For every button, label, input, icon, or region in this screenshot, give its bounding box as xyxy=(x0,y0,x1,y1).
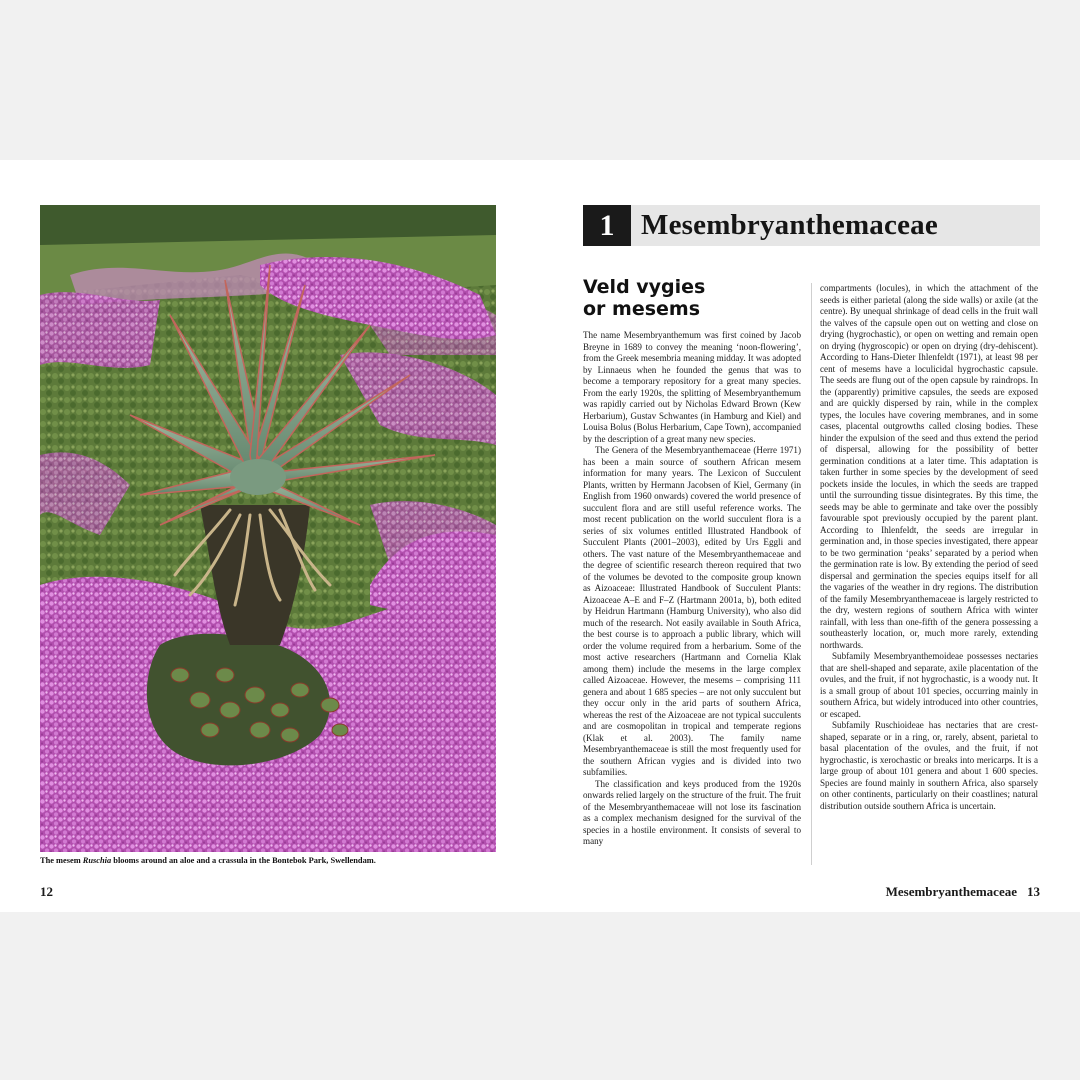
right-page-number: 13 xyxy=(1027,884,1040,899)
section-heading xyxy=(583,276,803,320)
section-heading-line2: or mesems xyxy=(583,298,701,320)
chapter-title: Mesembryanthemaceae xyxy=(641,209,938,241)
photo-illustration xyxy=(40,205,496,852)
chapter-header xyxy=(583,205,1040,246)
photo-caption: The mesem Ruschia blooms around an aloe and a crassula in the Bontebok Park, Swellendam. xyxy=(40,856,376,865)
paragraph: compartments (locules), in which the attachment of the seeds is either parietal (along the side walls) or axile (at the centre). By unequal shrinkage of dead cells in the fruit wall the valves of the capsule open out on wetting and close on drying (hygrochastic), or open on wetting and remain open on drying (hygroscopic) or open on drying (dry-dehiscent). According to Hans-Dieter Ihlenfeldt (1971), at least 98 per cent of mesems have a loculicidal hygrochastic capsule. The seeds are flung out of the open capsule by raindrops. In the (apparently) primitive capsules, the seeds are exposed and are quickly dispersed by rain, while in the complex types, the locules have covering membranes, and in some cases, placental outgrowths called closing bodies. These hinder the expulsion of the seed and thus extend the period of dispersal, allowing for the possibility of better germination conditions at a later time. This adaptation is taken further in some species by the development of seed pockets inside the locules, in which the seeds are trapped until the surrounding tissue disintegrates. By this time, the seeds may be able to germinate and take over the possibly favourable spot previously occupied by the parent plant. According to Ihlenfeldt, the seeds are irregular in germination and, in those species investigated, there appear to be two germination ‘peaks’ separated by a period when the germination rate is low. By extending the period of seed dispersal and germination the species equips itself for all the vagaries of the weather in dry regions. The distribution of the family Mesembryanthemaceae is largely restricted to the dry, western regions of southern Africa with winter rainfall, with less than one-fifth of the genera possessing a southeasterly location, or, much more rarely, extending northwards. xyxy=(820,283,1038,650)
text-column-right xyxy=(820,283,1038,812)
running-head: Mesembryanthemaceae xyxy=(885,884,1017,899)
paragraph: The name Mesembryanthemum was first coined by Jacob Breyne in 1689 to convey the meaning ‘noon-flowering’, from the Greek mesembria meaning midday. It was adopted by Linnaeus when he founded the genus that was to become a temporary repository for a great many species. From the early 1920s, the splitting of Mesembryanthemum was rapidly carried out by Nicholas Edward Brown (Kew Herbarium), Gustav Schwantes (in Hamburg and Kiel) and Louisa Bolus (Bolus Herbarium, Cape Town), accompanied by the description of a great many new species. xyxy=(583,330,801,444)
paragraph: Subfamily Ruschioideae has nectaries that are crest-shaped, separate or in a ring, or, rarely, absent, parietal to basal placentation of the ovules, and the fruit, if not hygrochastic, is xerochastic or breaks into mericarps. It is a large group of about 101 genera and about 1 600 species. Species are found mainly in southern Africa, also sparsely on other continents, particularly on their coastlines; natural distribution outside southern Africa is uncertain. xyxy=(820,720,1038,811)
left-page-number: 12 xyxy=(40,884,53,899)
right-page-footer xyxy=(886,884,1040,900)
paragraph: The Genera of the Mesembryanthemaceae (Herre 1971) has been a main source of southern African mesem information for many years. The Lexicon of Succulent Plants, written by Hermann Jacobsen of Kiel, Germany (in English from 1960 onwards) covered the world presence of succulent flora and are still useful reference works. The most recent publication on the world succulent flora is a series of six volumes entitled Illustrated Handbook of Succulent Plants (2001–2003), edited by Urs Eggli and others. The vast nature of the Mesembryanthemaceae and the degree of scientific research thereon required that two of the volumes be devoted to the composite group known as Aizoaceae: Illustrated Handbook of Succulent Plants: Aizoaceae A–E and F–Z (Hartmann 2001a, b), both edited by Heidrun Hartmann (Hamburg University), who also did much of the research. Not easily available in South Africa, the best course is to approach a public library, which will order the volume required from a herbarium. Some of the most active researchers (Hartmann and Cornelia Klak among them) include the mesems in the large complex called Aizoaceae. However, the mesems – comprising 111 genera and about 1 685 species – are not only succulent but they occur only in the arid parts of southern Africa, whereas the rest of the Aizoaceae are not typical succulents and are cosmopolitan in tropical and temperate regions (Klak et al. 2003). The family name Mesembryanthemaceae is still the most frequently used for the southern African vygies and is divided into two subfamilies. xyxy=(583,445,801,777)
paragraph: The classification and keys produced from the 1920s onwards relied largely on the structure of the fruit. The fruit of the Mesembryanthemaceae will not lose its fascination as a complex mechanism designed for the survival of the species in a hostile environment. It consists of several to many xyxy=(583,778,801,846)
text-column-left xyxy=(583,330,801,848)
aloe-mesem-photo xyxy=(40,205,496,852)
paragraph: Subfamily Mesembryanthemoideae possesses nectaries that are shell-shaped and separate, axile placentation of the ovules, and the fruit, if not hygrochastic, is a woody nut. It is a small group of about 101 species, occurring mainly in southern Africa, but widely introduced into other countries, or escaped. xyxy=(820,651,1038,719)
section-heading-line1: Veld vygies xyxy=(583,276,706,298)
column-divider xyxy=(811,283,812,865)
book-spread xyxy=(0,160,1080,912)
chapter-number: 1 xyxy=(583,205,631,246)
